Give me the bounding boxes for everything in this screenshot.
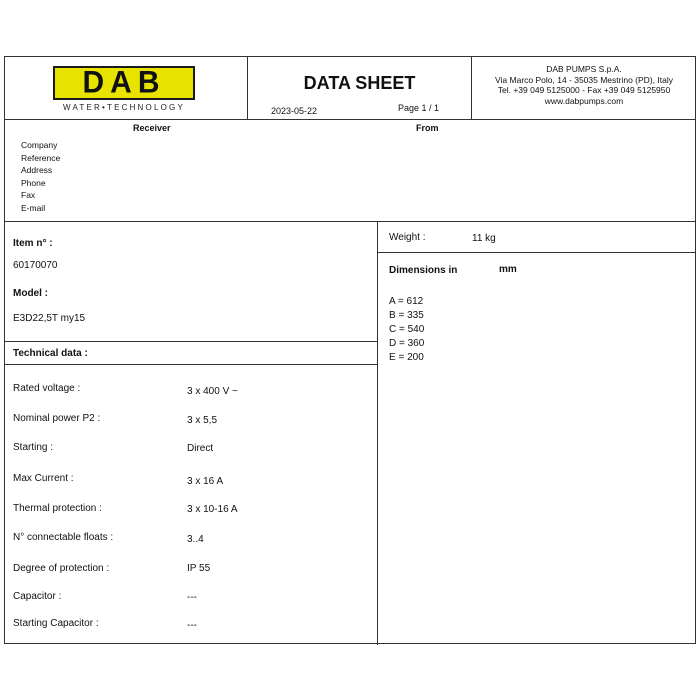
- logo-text: DAB: [82, 65, 166, 100]
- tech-value-capacitor: ---: [187, 592, 197, 603]
- tech-label-degree-protection: Degree of protection :: [13, 563, 110, 574]
- dimension-d: D = 360: [389, 338, 425, 349]
- dimension-e: E = 200: [389, 352, 424, 363]
- company-info: [473, 64, 695, 106]
- from-heading: From: [416, 123, 439, 133]
- technical-top-line: [5, 341, 377, 342]
- logo-subtitle: WATER•TECHNOLOGY: [62, 103, 185, 112]
- tech-value-max-current: 3 x 16 A: [187, 476, 224, 487]
- dimensions-unit: mm: [499, 264, 517, 275]
- tech-value-rated-voltage: 3 x 400 V ~: [187, 386, 238, 397]
- dab-logo: [53, 66, 195, 100]
- company-address: Via Marco Polo, 14 - 35035 Mestrino (PD), Italy: [495, 74, 673, 85]
- tech-value-connectable-floats: 3..4: [187, 534, 204, 545]
- receiver-field-company: Company: [21, 140, 58, 150]
- tech-label-starting-capacitor: Starting Capacitor :: [13, 618, 99, 629]
- header-bottom-line: [5, 119, 695, 120]
- document-date: 2023-05-22: [271, 106, 318, 116]
- tech-label-rated-voltage: Rated voltage :: [13, 383, 81, 394]
- receiver-heading: Receiver: [133, 123, 171, 133]
- technical-heading-line: [5, 364, 377, 365]
- company-name: DAB PUMPS S.p.A.: [546, 64, 622, 74]
- dimensions-label: Dimensions in: [389, 265, 458, 276]
- page-number: Page 1 / 1: [398, 103, 440, 113]
- tech-value-nominal-power: 3 x 5,5: [187, 415, 218, 426]
- receiver-field-fax: Fax: [21, 190, 36, 200]
- main-column-divider: [377, 221, 378, 645]
- item-number-value: 60170070: [13, 260, 58, 271]
- technical-data-heading: Technical data :: [13, 348, 88, 359]
- dimensions-list: [389, 295, 424, 365]
- receiver-field-email: E-mail: [21, 202, 46, 213]
- weight-bottom-line: [377, 252, 695, 253]
- model-value: E3D22,5T my15: [13, 313, 86, 324]
- weight-label: Weight :: [389, 232, 426, 243]
- dimension-a: A = 612: [389, 296, 424, 307]
- tech-label-connectable-floats: N° connectable floats :: [13, 532, 114, 543]
- tech-label-thermal-protection: Thermal protection :: [13, 503, 102, 514]
- receiver-field-phone: Phone: [21, 177, 46, 188]
- tech-value-starting-capacitor: ---: [187, 620, 197, 631]
- tech-label-starting: Starting :: [13, 442, 54, 453]
- receiver-fields: [21, 139, 60, 214]
- data-sheet: [4, 56, 696, 644]
- tech-label-max-current: Max Current :: [13, 473, 74, 484]
- tech-value-degree-protection: IP 55: [187, 563, 211, 574]
- model-label: Model :: [13, 288, 48, 299]
- company-website: www.dabpumps.com: [544, 95, 624, 106]
- receiver-bottom-line: [5, 221, 695, 222]
- tech-value-starting: Direct: [187, 443, 214, 454]
- item-number-label: Item n° :: [13, 238, 53, 249]
- dimension-c: C = 540: [389, 324, 425, 335]
- tech-value-thermal-protection: 3 x 10-16 A: [187, 504, 238, 515]
- company-phone-fax: Tel. +39 049 5125000 - Fax +39 049 5125950: [497, 85, 671, 95]
- page-title: DATA SHEET: [303, 73, 416, 93]
- tech-label-nominal-power: Nominal power P2 :: [13, 413, 101, 424]
- receiver-field-address: Address: [21, 165, 53, 175]
- tech-label-capacitor: Capacitor :: [13, 591, 62, 602]
- weight-value: 11 kg: [472, 233, 496, 244]
- receiver-field-reference: Reference: [21, 152, 61, 163]
- dimension-b: B = 335: [389, 310, 424, 321]
